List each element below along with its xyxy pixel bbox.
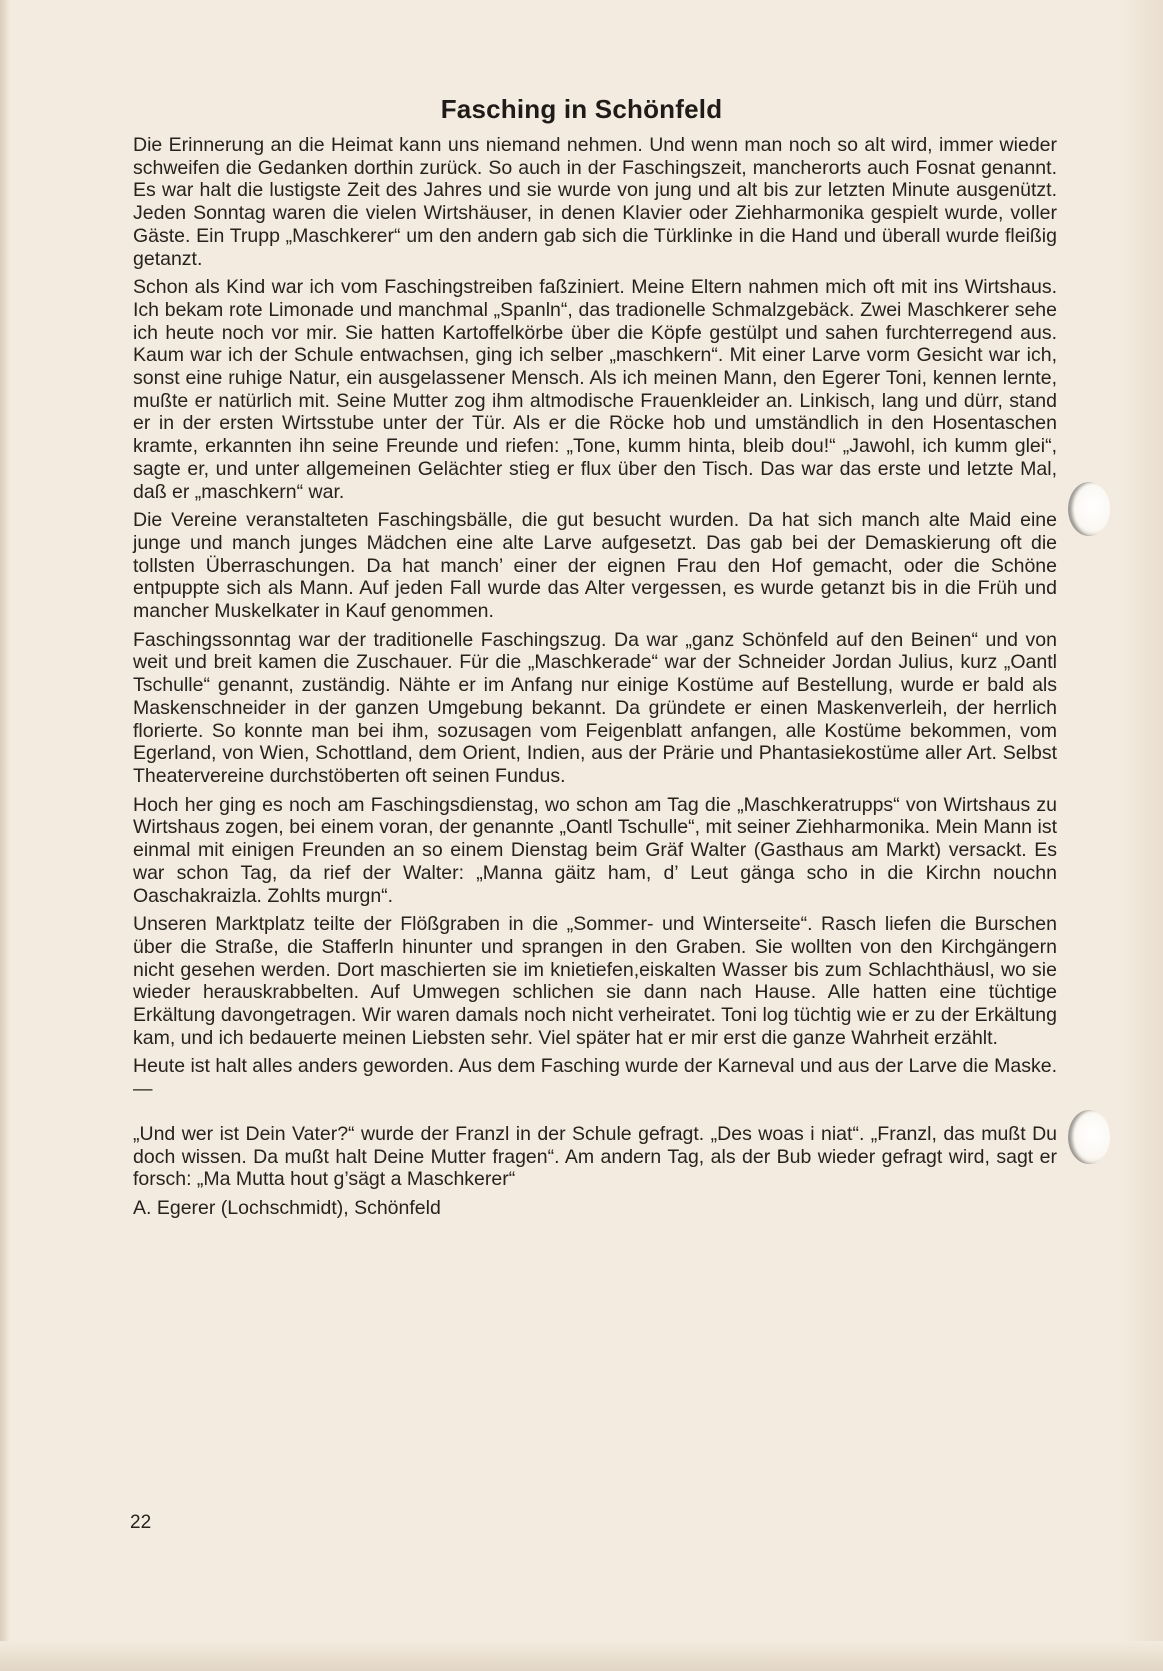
article-paragraph: Die Vereine veranstalteten Faschingsbälle, die gut besucht wurden. Da hat sich manch alte Maid eine junge und manch junges Mädchen eine alte Larve aufgesetzt. Das gab bei der Demaskierung oft die tollsten Überraschungen. Da hat manch’ einer der eignen Frau den Hof gemacht, oder die Schöne entpuppte sich als Mann. Auf jeden Fall wurde das Alter vergessen, es wurde getanzt bis in die Früh und mancher Muskelkater in Kauf genommen.	[133, 509, 1057, 623]
article-paragraph: Unseren Marktplatz teilte der Flößgraben in die „Sommer- und Winterseite“. Rasch liefen die Burschen über die Straße, die Stafferln hinunter und sprangen in den Graben. Sie wollten von den Kirchgängern nicht gesehen werden. Dort maschierten sie im knietiefen,eiskalten Wasser bis zum Schlachthäusl, wo sie wieder herauskrabbelten. Auf Umwegen schlichen sie dann nach Hause. Alle hatten eine tüchtige Erkältung davongetragen. Wir waren damals noch nicht verheiratet. Toni log tüchtig wie er zu der Erkältung kam, und ich bedauerte meinen Liebsten sehr. Viel später hat er mir erst die ganze Wahrheit erzählt.	[133, 913, 1057, 1049]
author-signature: A. Egerer (Lochschmidt), Schönfeld	[133, 1196, 441, 1219]
article-body	[133, 134, 1057, 1226]
punch-hole	[1068, 482, 1110, 536]
punch-hole	[1068, 1110, 1110, 1164]
anecdote-paragraph: „Und wer ist Dein Vater?“ wurde der Franzl in der Schule gefragt. „Des woas i niat“. „Franzl, das mußt Du doch wissen. Da mußt halt Deine Mutter fragen“. Am andern Tag, als der Bub wieder gefragt wird, sagt er forsch: „Ma Mutta hout g’sägt a Maschkerer“	[133, 1122, 1057, 1191]
article-paragraph: Heute ist halt alles anders geworden. Aus dem Fasching wurde der Karneval und aus der Larve die Maske. —	[133, 1055, 1057, 1101]
article-paragraph: Hoch her ging es noch am Faschingsdienstag, wo schon am Tag die „Maschkeratrupps“ von Wirtshaus zu Wirtshaus zogen, bei einem voran, der genannte „Oantl Tschulle“, mit seiner Ziehharmonika. Mein Mann ist einmal mit einigen Freunden an so einem Dienstag beim Gräf Walter (Gasthaus am Markt) versackt. Es war schon Tag, da rief der Walter: „Manna gäitz ham, d’ Leut gänga scho in die Kirchn nouchn Oaschakraizla. Zohlts murgn“.	[133, 793, 1057, 907]
page-edge-shadow	[0, 1641, 1163, 1671]
page-edge-shadow	[1123, 0, 1163, 1671]
page-number: 22	[130, 1512, 152, 1533]
page-edge-shadow	[0, 0, 10, 1671]
article-paragraph: Die Erinnerung an die Heimat kann uns niemand nehmen. Und wenn man noch so alt wird, immer wieder schweifen die Gedanken dorthin zurück. So auch in der Faschingszeit, mancherorts auch Fosnat genannt. Es war halt die lustigste Zeit des Jahres und sie wurde von jung und alt bis zur letzten Minute ausgenützt. Jeden Sonntag waren die vielen Wirtshäuser, in denen Klavier oder Ziehharmonika gespielt wurde, voller Gäste. Ein Trupp „Maschkerer“ um den andern gab sich die Türklinke in die Hand und überall wurde fleißig getanzt.	[133, 134, 1057, 270]
article-paragraph: Schon als Kind war ich vom Faschingstreiben faßziniert. Meine Eltern nahmen mich oft mit ins Wirtshaus. Ich bekam rote Limonade und manchmal „Spanln“, das tradionelle Schmalzgebäck. Zwei Maschkerer sehe ich heute noch vor mir. Sie hatten Kartoffelkörbe über die Köpfe gestülpt und sahen furchterregend aus. Kaum war ich der Schule entwachsen, ging ich selber „maschkern“. Mit einer Larve vorm Gesicht war ich, sonst eine ruhige Natur, ein ausgelassener Mensch. Als ich meinen Mann, den Egerer Toni, kennen lernte, mußte er natürlich mit. Seine Mutter zog ihm altmodische Frauenkleider an. Linkisch, lang und dürr, stand er in der ersten Wirtsstube unter der Tür. Als er die Röcke hob und umständlich in den Hosentaschen kramte, erkannten ihn seine Freunde und riefen: „Tone, kumm hinta, bleib dou!“ „Jawohl, ich kumm glei“, sagte er, und unter allgemeinen Gelächter stieg er flux über den Tisch. Das war das erste und letzte Mal, daß er „maschkern“ war.	[133, 276, 1057, 503]
article-title: Fasching in Schönfeld	[440, 94, 723, 124]
article-paragraph: Faschingssonntag war der traditionelle Faschingszug. Da war „ganz Schönfeld auf den Beinen“ und von weit und breit kamen die Zuschauer. Für die „Maschkerade“ war der Schneider Jordan Julius, kurz „Oantl Tschulle“ genannt, zuständig. Nähte er im Anfang nur einige Kostüme auf Bestellung, wurde er bald als Maskenschneider in der ganzen Umgebung bekannt. Da gründete er einen Maskenverleih, der herrlich florierte. So konnte man bei ihm, sozusagen vom Feigenblatt anfangen, alle Kostüme bekommen, vom Egerland, von Wien, Schottland, dem Orient, Indien, aus der Prärie und Phantasiekostüme aller Art. Selbst Theatervereine durchstöberten oft seinen Fundus.	[133, 628, 1057, 787]
